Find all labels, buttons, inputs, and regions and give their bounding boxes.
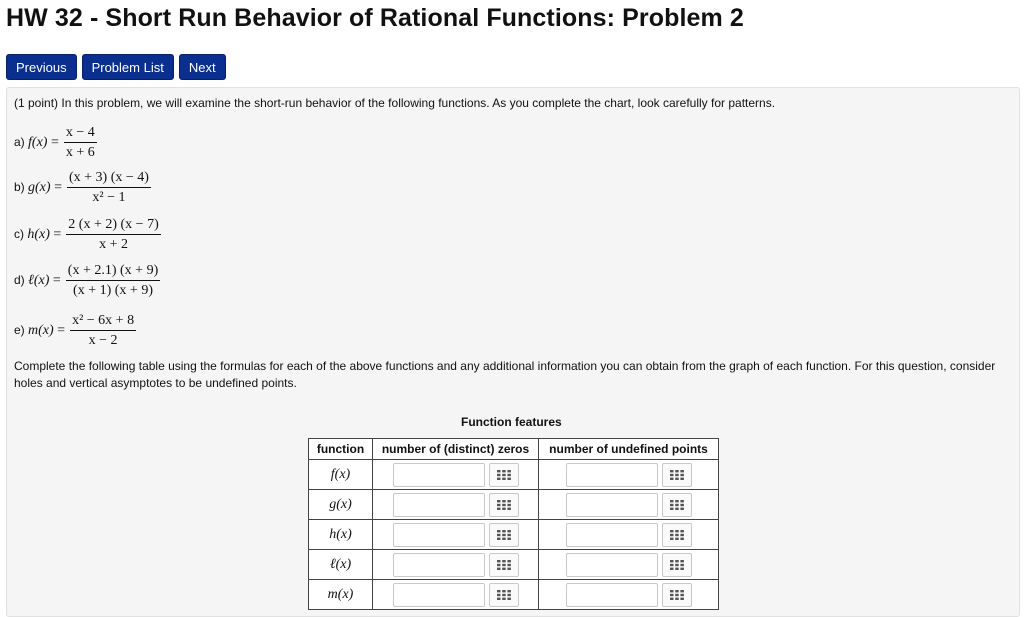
fraction: [67, 169, 151, 206]
header-zeros: number of (distinct) zeros: [373, 439, 539, 460]
answer-group: [393, 583, 519, 607]
zeros-answer-input[interactable]: [393, 553, 485, 577]
header-function: function: [309, 439, 373, 460]
answer-group: [566, 553, 692, 577]
equation-editor-button[interactable]: [489, 553, 519, 577]
zeros-cell: [373, 490, 539, 520]
zeros-cell: [373, 460, 539, 490]
function-label: d) ℓ(x) =: [14, 272, 61, 288]
answer-group: [566, 493, 692, 517]
grid-icon: [497, 500, 511, 510]
zeros-cell: [373, 550, 539, 580]
table-header-row: [309, 439, 719, 460]
table-row: [309, 490, 719, 520]
zeros-answer-input[interactable]: [393, 493, 485, 517]
denominator: x + 6: [65, 145, 95, 160]
denominator: (x + 1) (x + 9): [73, 283, 153, 298]
function-features-table: [308, 438, 719, 610]
table-row: [309, 580, 719, 610]
grid-icon: [497, 470, 511, 480]
fraction: [70, 312, 136, 349]
grid-icon: [497, 560, 511, 570]
row-function-name: h(x): [309, 520, 373, 550]
grid-icon: [497, 590, 511, 600]
problem-body: [6, 87, 1020, 617]
function-a: [14, 124, 97, 161]
fraction: [66, 262, 160, 299]
zeros-cell: [373, 520, 539, 550]
equation-editor-button[interactable]: [489, 493, 519, 517]
denominator: x² − 1: [92, 190, 126, 205]
undefined-cell: [539, 550, 719, 580]
problem-intro: (1 point) In this problem, we will examine the short-run behavior of the following functions. As you complete the chart, look carefully for patterns.: [14, 96, 776, 110]
undefined-points-answer-input[interactable]: [566, 493, 658, 517]
row-function-name: m(x): [309, 580, 373, 610]
equation-editor-button[interactable]: [662, 553, 692, 577]
grid-icon: [670, 590, 684, 600]
table-caption: Function features: [461, 415, 562, 429]
answer-group: [393, 553, 519, 577]
row-function-name: ℓ(x): [309, 550, 373, 580]
grid-icon: [670, 470, 684, 480]
function-label: c) h(x) =: [14, 226, 62, 242]
row-function-name: g(x): [309, 490, 373, 520]
function-label: e) m(x) =: [14, 322, 66, 338]
grid-icon: [497, 530, 511, 540]
answer-group: [566, 463, 692, 487]
problem-nav: [6, 54, 226, 80]
denominator: x − 2: [88, 333, 118, 348]
numerator: x − 4: [64, 124, 97, 143]
fraction: [64, 124, 97, 161]
answer-group: [393, 493, 519, 517]
equation-editor-button[interactable]: [489, 523, 519, 547]
grid-icon: [670, 500, 684, 510]
function-d: [14, 262, 160, 299]
numerator: (x + 2.1) (x + 9): [66, 262, 160, 281]
equation-editor-button[interactable]: [662, 493, 692, 517]
undefined-cell: [539, 460, 719, 490]
row-function-name: f(x): [309, 460, 373, 490]
table-row: [309, 550, 719, 580]
table-row: [309, 520, 719, 550]
next-button[interactable]: Next: [179, 54, 226, 80]
header-undefined: number of undefined points: [539, 439, 719, 460]
zeros-answer-input[interactable]: [393, 523, 485, 547]
equation-editor-button[interactable]: [489, 583, 519, 607]
zeros-answer-input[interactable]: [393, 583, 485, 607]
fraction: [66, 216, 160, 253]
undefined-cell: [539, 580, 719, 610]
equation-editor-button[interactable]: [489, 463, 519, 487]
equation-editor-button[interactable]: [662, 523, 692, 547]
undefined-cell: [539, 490, 719, 520]
numerator: x² − 6x + 8: [70, 312, 136, 331]
function-e: [14, 312, 136, 349]
zeros-cell: [373, 580, 539, 610]
answer-group: [566, 523, 692, 547]
table-instructions: Complete the following table using the formulas for each of the above functions and any additional information you can obtain from the graph of each function. For this question, consider holes and vertical asymptotes to be undefined points.: [14, 359, 996, 390]
undefined-points-answer-input[interactable]: [566, 463, 658, 487]
grid-icon: [670, 530, 684, 540]
previous-button[interactable]: Previous: [6, 54, 77, 80]
numerator: (x + 3) (x − 4): [67, 169, 151, 188]
undefined-points-answer-input[interactable]: [566, 553, 658, 577]
equation-editor-button[interactable]: [662, 583, 692, 607]
denominator: x + 2: [99, 237, 128, 252]
grid-icon: [670, 560, 684, 570]
answer-group: [393, 523, 519, 547]
numerator: 2 (x + 2) (x − 7): [66, 216, 160, 235]
function-b: [14, 169, 151, 206]
equation-editor-button[interactable]: [662, 463, 692, 487]
function-label: a) f(x) =: [14, 134, 59, 150]
function-c: [14, 216, 161, 253]
answer-group: [393, 463, 519, 487]
page-title: HW 32 - Short Run Behavior of Rational Functions: Problem 2: [6, 4, 744, 32]
zeros-answer-input[interactable]: [393, 463, 485, 487]
undefined-cell: [539, 520, 719, 550]
table-row: [309, 460, 719, 490]
undefined-points-answer-input[interactable]: [566, 523, 658, 547]
undefined-points-answer-input[interactable]: [566, 583, 658, 607]
problem-list-button[interactable]: Problem List: [82, 54, 174, 80]
answer-group: [566, 583, 692, 607]
function-label: b) g(x) =: [14, 179, 62, 195]
